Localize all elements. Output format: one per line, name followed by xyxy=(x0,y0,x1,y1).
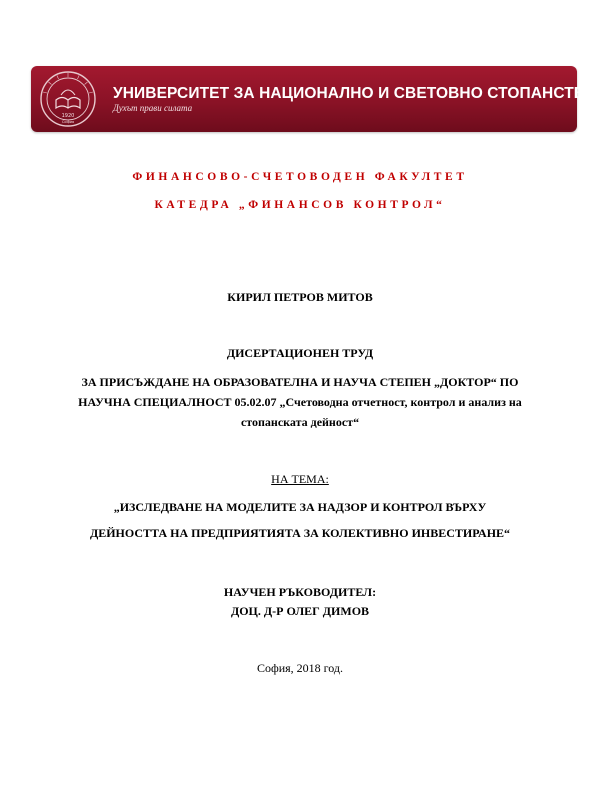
degree-line-2: НАУЧНА СПЕЦИАЛНОСТ 05.02.07 „Счетоводна отчетност, контрол и анализ на xyxy=(78,395,522,409)
faculty-name: ФИНАНСОВО-СЧЕТОВОДЕН ФАКУЛТЕТ xyxy=(132,171,468,183)
degree-line-1: ЗА ПРИСЪЖДАНЕ НА ОБРАЗОВАТЕЛНА И НАУЧА СТЕПЕН „ДОКТОР“ ПО xyxy=(81,375,519,389)
topic-label-text: НА ТЕМА: xyxy=(271,472,329,486)
supervisor-label: НАУЧЕН РЪКОВОДИТЕЛ: xyxy=(223,585,377,599)
place-date: София, 2018 год. xyxy=(256,661,344,675)
university-motto: Духът прави силата xyxy=(113,103,193,113)
seal-city: София xyxy=(61,120,75,124)
university-name: УНИВЕРСИТЕТ ЗА НАЦИОНАЛНО И СВЕТОВНО СТОПАНСТВО xyxy=(113,85,597,102)
topic-label xyxy=(0,472,600,487)
university-seal-icon xyxy=(39,70,97,128)
supervisor-name: ДОЦ. Д-Р ОЛЕГ ДИМОВ xyxy=(230,604,370,618)
university-banner xyxy=(31,66,597,132)
work-type: ДИСЕРТАЦИОНЕН ТРУД xyxy=(226,346,374,360)
author-name: КИРИЛ ПЕТРОВ МИТОВ xyxy=(227,290,373,304)
topic-line-2: ДЕЙНОСТТА НА ПРЕДПРИЯТИЯТА ЗА КОЛЕКТИВНО ИНВЕСТИРАНЕ“ xyxy=(89,526,511,540)
department-name: КАТЕДРА „ФИНАНСОВ КОНТРОЛ“ xyxy=(154,199,446,211)
seal-year: 1920 xyxy=(61,113,75,119)
topic-line-1: „ИЗСЛЕДВАНЕ НА МОДЕЛИТЕ ЗА НАДЗОР И КОНТРОЛ ВЪРХУ xyxy=(113,500,487,514)
degree-line-3: стопанската дейност“ xyxy=(240,415,360,429)
